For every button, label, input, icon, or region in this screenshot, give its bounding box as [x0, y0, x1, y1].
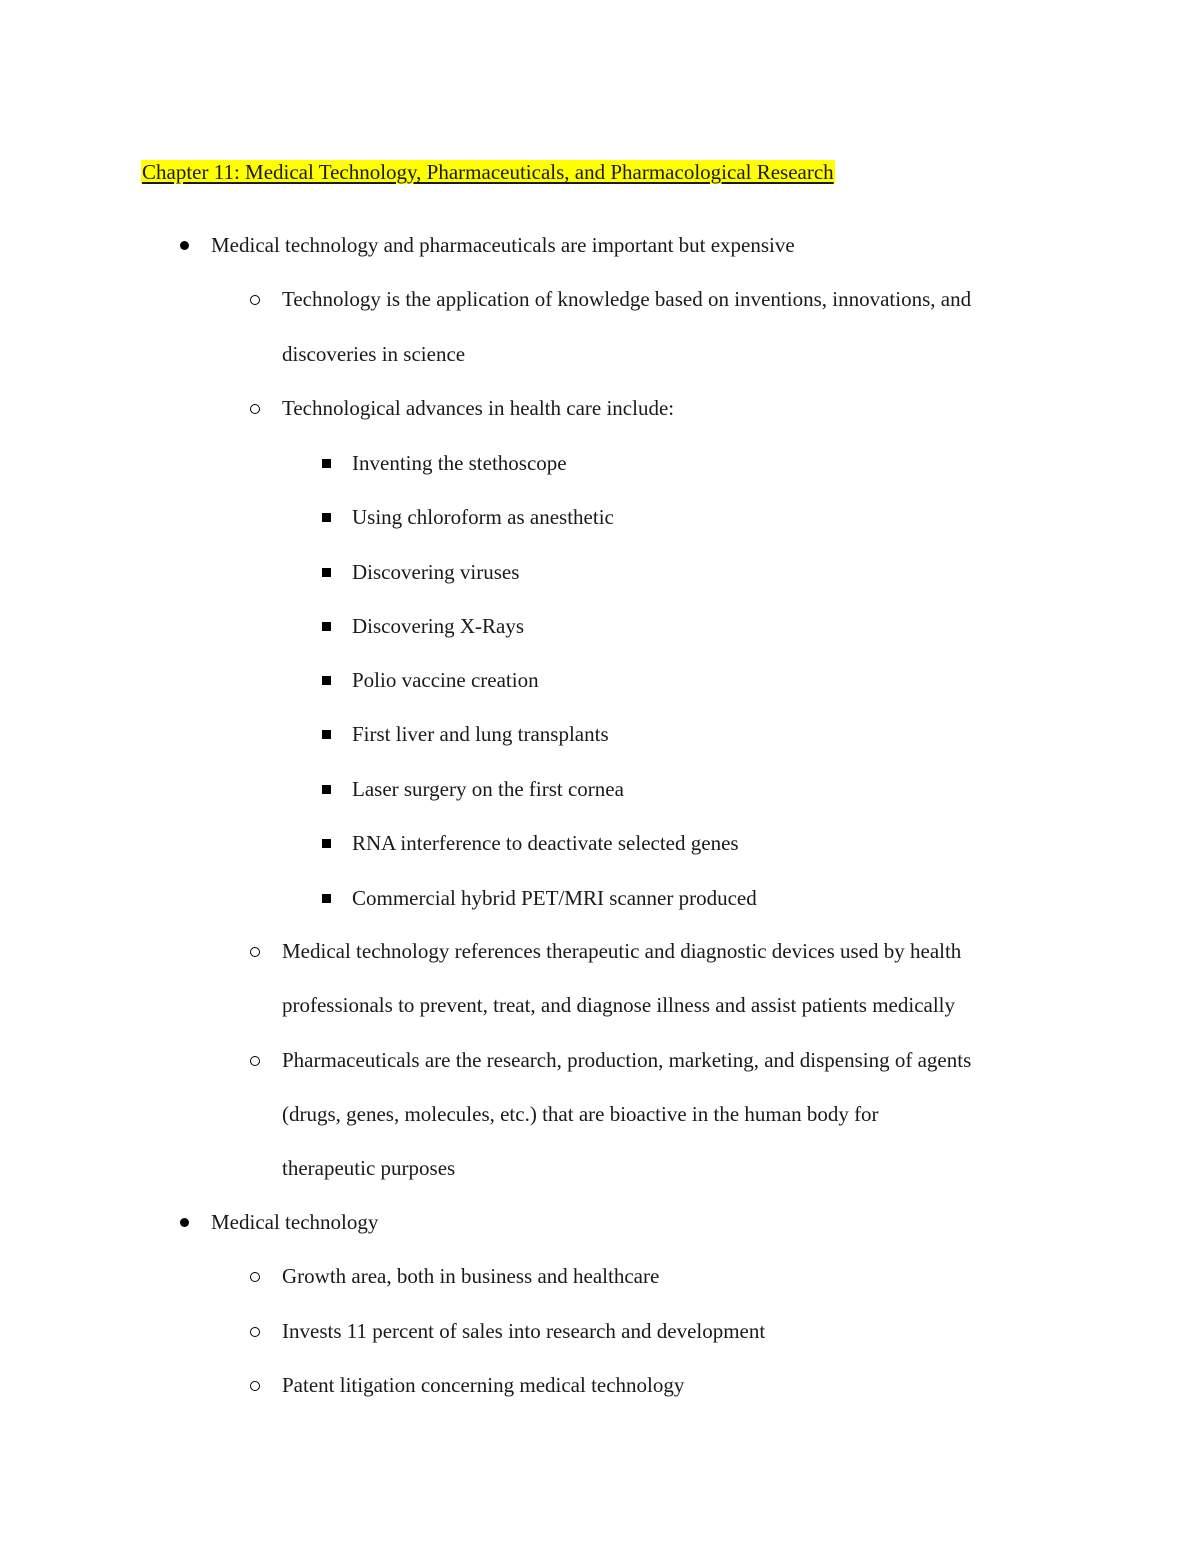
- list-item-level3: Commercial hybrid PET/MRI scanner produced: [352, 886, 757, 910]
- disc-bullet-icon: [174, 1207, 194, 1237]
- square-bullet-icon: [316, 774, 336, 804]
- list-item-level2: Technological advances in health care include:: [282, 396, 675, 420]
- list-item-level3: Polio vaccine creation: [352, 668, 539, 692]
- circle-bullet-icon: [245, 1370, 265, 1400]
- square-bullet-icon: [316, 557, 336, 587]
- disc-bullet-icon: [174, 230, 194, 260]
- list-item-level2: Patent litigation concerning medical technology: [282, 1373, 685, 1397]
- square-bullet-icon: [316, 883, 336, 913]
- list-item-level2-continuation: therapeutic purposes: [282, 1156, 456, 1180]
- list-item-level3: Inventing the stethoscope: [352, 451, 567, 475]
- list-item-level3: Using chloroform as anesthetic: [352, 505, 614, 529]
- list-item-level3: Laser surgery on the first cornea: [352, 777, 624, 801]
- chapter-heading: [141, 157, 835, 187]
- list-item-level2-continuation: (drugs, genes, molecules, etc.) that are bioactive in the human body for: [282, 1102, 879, 1126]
- circle-bullet-icon: [245, 1316, 265, 1346]
- circle-bullet-icon: [245, 393, 265, 423]
- square-bullet-icon: [316, 665, 336, 695]
- list-item-level2: Technology is the application of knowledge based on inventions, innovations, and: [282, 287, 972, 311]
- circle-bullet-icon: [245, 1261, 265, 1291]
- square-bullet-icon: [316, 611, 336, 641]
- circle-bullet-icon: [245, 936, 265, 966]
- list-item-level1: Medical technology and pharmaceuticals are important but expensive: [211, 233, 795, 257]
- list-item-level2: Growth area, both in business and healthcare: [282, 1264, 660, 1288]
- list-item-level2: Invests 11 percent of sales into research and development: [282, 1319, 766, 1343]
- list-item-level1: Medical technology: [211, 1210, 379, 1234]
- chapter-heading-text: Chapter 11: Medical Technology, Pharmaceuticals, and Pharmacological Research: [142, 160, 834, 184]
- list-item-level2: Pharmaceuticals are the research, production, marketing, and dispensing of agents: [282, 1048, 972, 1072]
- list-item-level3: First liver and lung transplants: [352, 722, 609, 746]
- list-item-level2-continuation: professionals to prevent, treat, and diagnose illness and assist patients medically: [282, 993, 956, 1017]
- square-bullet-icon: [316, 448, 336, 478]
- list-item-level2-continuation: discoveries in science: [282, 342, 466, 366]
- circle-bullet-icon: [245, 284, 265, 314]
- square-bullet-icon: [316, 719, 336, 749]
- list-item-level3: RNA interference to deactivate selected genes: [352, 831, 739, 855]
- square-bullet-icon: [316, 502, 336, 532]
- list-item-level2: Medical technology references therapeutic and diagnostic devices used by health: [282, 939, 962, 963]
- list-item-level3: Discovering X-Rays: [352, 614, 525, 638]
- square-bullet-icon: [316, 828, 336, 858]
- circle-bullet-icon: [245, 1045, 265, 1075]
- list-item-level3: Discovering viruses: [352, 560, 520, 584]
